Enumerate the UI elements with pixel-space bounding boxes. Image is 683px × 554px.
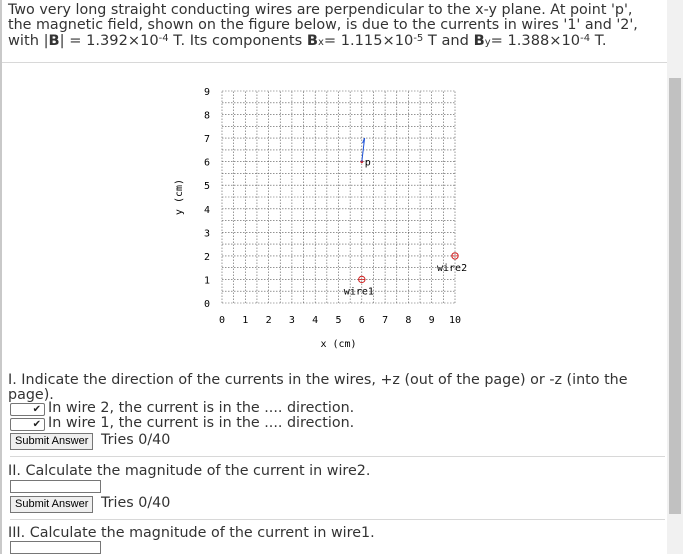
y-tick-label: 7 — [203, 134, 210, 146]
x-tick-label: 3 — [288, 315, 295, 326]
x-tick-label: 8 — [405, 315, 412, 326]
by-exponent: -4 — [580, 33, 591, 44]
divider — [10, 456, 665, 457]
x-tick-label: 10 — [448, 315, 462, 326]
x-tick-label: 9 — [428, 315, 435, 326]
x-tick-label: 1 — [242, 315, 249, 326]
x-tick-label: 4 — [312, 315, 319, 326]
b-symbol: B — [48, 32, 60, 49]
problem-line-3 — [8, 33, 658, 48]
problem-statement — [8, 3, 658, 48]
y-tick-label: 2 — [203, 251, 210, 263]
by-subscript: y — [484, 37, 491, 48]
x-tick-label: 2 — [265, 315, 272, 326]
bx-symbol: B — [306, 32, 318, 49]
y-tick-label: 8 — [203, 110, 210, 122]
wire2-direction-select[interactable] — [10, 403, 45, 416]
problem-line-2: the magnetic field, shown on the figure below, is due to the currents in wires '1' and '2', — [8, 17, 638, 33]
eq-prefix: with | — [8, 32, 49, 49]
part3-question: III. Calculate the magnitude of the current in wire1. — [8, 525, 375, 541]
bx-unit: T and — [423, 32, 474, 49]
divider — [10, 519, 665, 520]
x-tick-label: 5 — [335, 315, 342, 326]
field-diagram — [160, 78, 480, 358]
by-symbol: B — [473, 32, 485, 49]
y-axis-label: y (cm) — [174, 178, 185, 216]
b-magnitude: | = 1.392×10 — [59, 32, 159, 49]
bx-subscript: x — [317, 37, 324, 48]
problem-line-1: Two very long straight conducting wires are perpendicular to the x-y plane. At point 'p', — [8, 2, 633, 18]
x-tick-label: 7 — [382, 315, 389, 326]
b-exponent: -4 — [158, 33, 169, 44]
eq-components-text: T. Its components — [168, 32, 307, 49]
wire2-direction-label: In wire 2, the current is in the .... direction. — [48, 400, 355, 416]
y-tick-label: 9 — [203, 87, 210, 98]
wire1-direction-select[interactable] — [10, 418, 45, 431]
x-tick-label: 6 — [358, 315, 365, 326]
y-tick-label: 4 — [203, 204, 210, 216]
scrollbar-thumb[interactable] — [669, 78, 681, 514]
wire2-current-input[interactable] — [10, 480, 101, 493]
y-tick-label: 5 — [203, 181, 210, 193]
part2-question: II. Calculate the magnitude of the current in wire2. — [8, 463, 371, 479]
wire1-direction-label: In wire 1, the current is in the .... direction. — [48, 415, 355, 431]
bx-exponent: -5 — [413, 33, 424, 44]
y-tick-label: 1 — [203, 275, 210, 287]
x-axis-label: x (cm) — [320, 339, 357, 350]
part2-tries: Tries 0/40 — [101, 495, 171, 511]
y-tick-label: 6 — [203, 157, 210, 169]
y-tick-label: 3 — [203, 228, 210, 240]
by-value: = 1.388×10 — [490, 32, 581, 49]
chevron-down-icon: ✔ — [32, 404, 41, 415]
chevron-down-icon: ✔ — [32, 419, 41, 430]
part1-tries: Tries 0/40 — [101, 432, 171, 448]
bx-value: = 1.115×10 — [323, 32, 414, 49]
point-p-label: p — [364, 157, 371, 169]
by-unit: T. — [590, 32, 607, 49]
x-tick-label: 0 — [218, 315, 226, 326]
wire1-label: wire1 — [343, 286, 374, 298]
wire2-label: wire2 — [437, 262, 468, 274]
part2-submit-button[interactable]: Submit Answer — [10, 496, 93, 513]
wire1-current-input[interactable] — [10, 541, 101, 554]
part1-question — [8, 373, 658, 403]
part1-question-line-2: page). — [8, 387, 54, 403]
part1-submit-button[interactable]: Submit Answer — [10, 433, 93, 450]
divider — [2, 62, 667, 63]
y-tick-label: 0 — [203, 299, 210, 310]
left-border — [0, 0, 2, 554]
part1-question-line-1: I. Indicate the direction of the currents in the wires, +z (out of the page) or -z (into the — [8, 372, 628, 388]
